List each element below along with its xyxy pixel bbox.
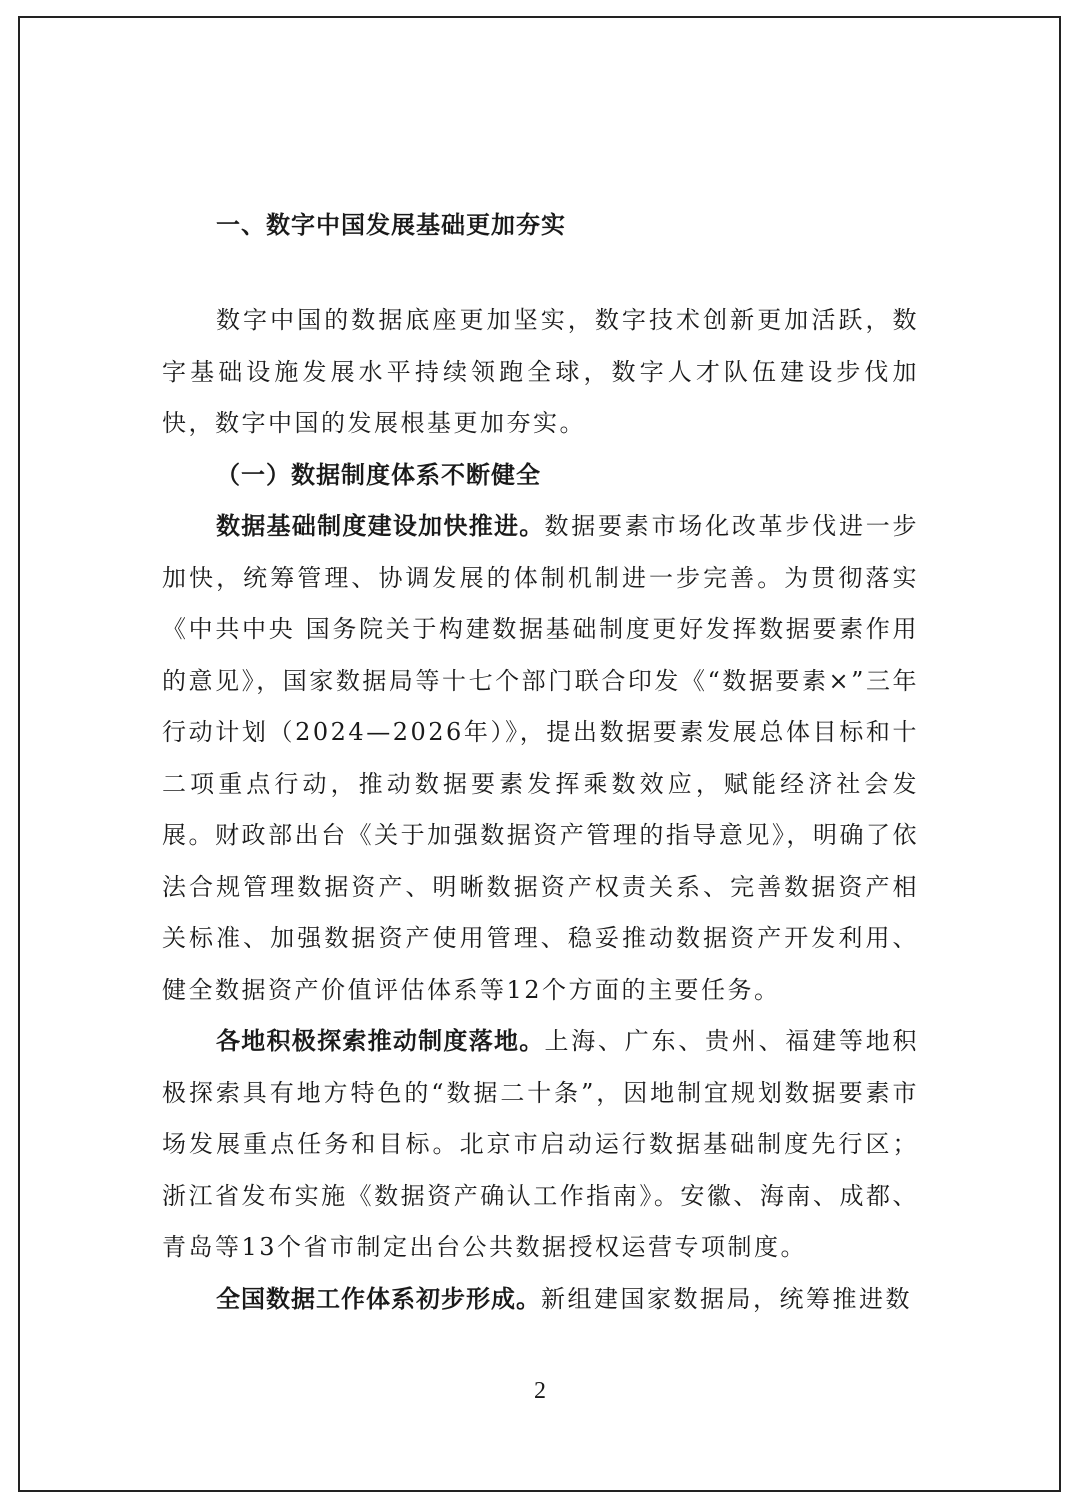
section-title: 一、数字中国发展基础更加夯实: [216, 211, 566, 239]
paragraph-data-system: [162, 501, 919, 1016]
page-number: 2: [534, 1378, 546, 1404]
intro-text: 数字中国的数据底座更加坚实，数字技术创新更加活跃，数字基础设施发展水平持续领跑全球，数字人才队伍建设步伐加快，数字中国的发展根基更加夯实。: [162, 306, 919, 437]
paragraph-text: 数据要素市场化改革步伐进一步加快，统筹管理、协调发展的体制机制进一步完善。为贯彻落实《中共中央 国务院关于构建数据基础制度更好发挥数据要素作用的意见》，国家数据局等十七个部门联合印发《“数据要素×”三年行动计划（2024—2026年）》，提出数据要素发展总体目标和十二项重点行动，推动数据要素发挥乘数效应，赋能经济社会发展。财政部出台《关于加强数据资产管理的指导意见》，明确了依法合规管理数据资产、明晰数据资产权责关系、完善数据资产相关标准、加强数据资产使用管理、稳妥推动数据资产开发利用、健全数据资产价值评估体系等12个方面的主要任务。: [162, 512, 919, 1004]
paragraph-lead: 全国数据工作体系初步形成。: [216, 1284, 541, 1313]
paragraph-lead: 各地积极探索推动制度落地。: [216, 1027, 545, 1055]
paragraph-text: 新组建国家数据局，统筹推进数: [541, 1284, 912, 1313]
paragraph-text: 上海、广东、贵州、福建等地积极探索具有地方特色的“数据二十条”，因地制宜规划数据要素市场发展重点任务和目标。北京市启动运行数据基础制度先行区；浙江省发布实施《数据资产确认工作指南》。安徽、海南、成都、青岛等13个省市制定出台公共数据授权运营专项制度。: [162, 1027, 919, 1261]
paragraph-local-exploration: [162, 1016, 919, 1274]
paragraph-lead: 数据基础制度建设加快推进。: [216, 512, 545, 540]
intro-paragraph: [162, 295, 919, 450]
paragraph-national-data-work: [162, 1274, 919, 1326]
subsection-title: （一）数据制度体系不断健全: [216, 460, 541, 489]
document-body: [162, 200, 919, 1325]
